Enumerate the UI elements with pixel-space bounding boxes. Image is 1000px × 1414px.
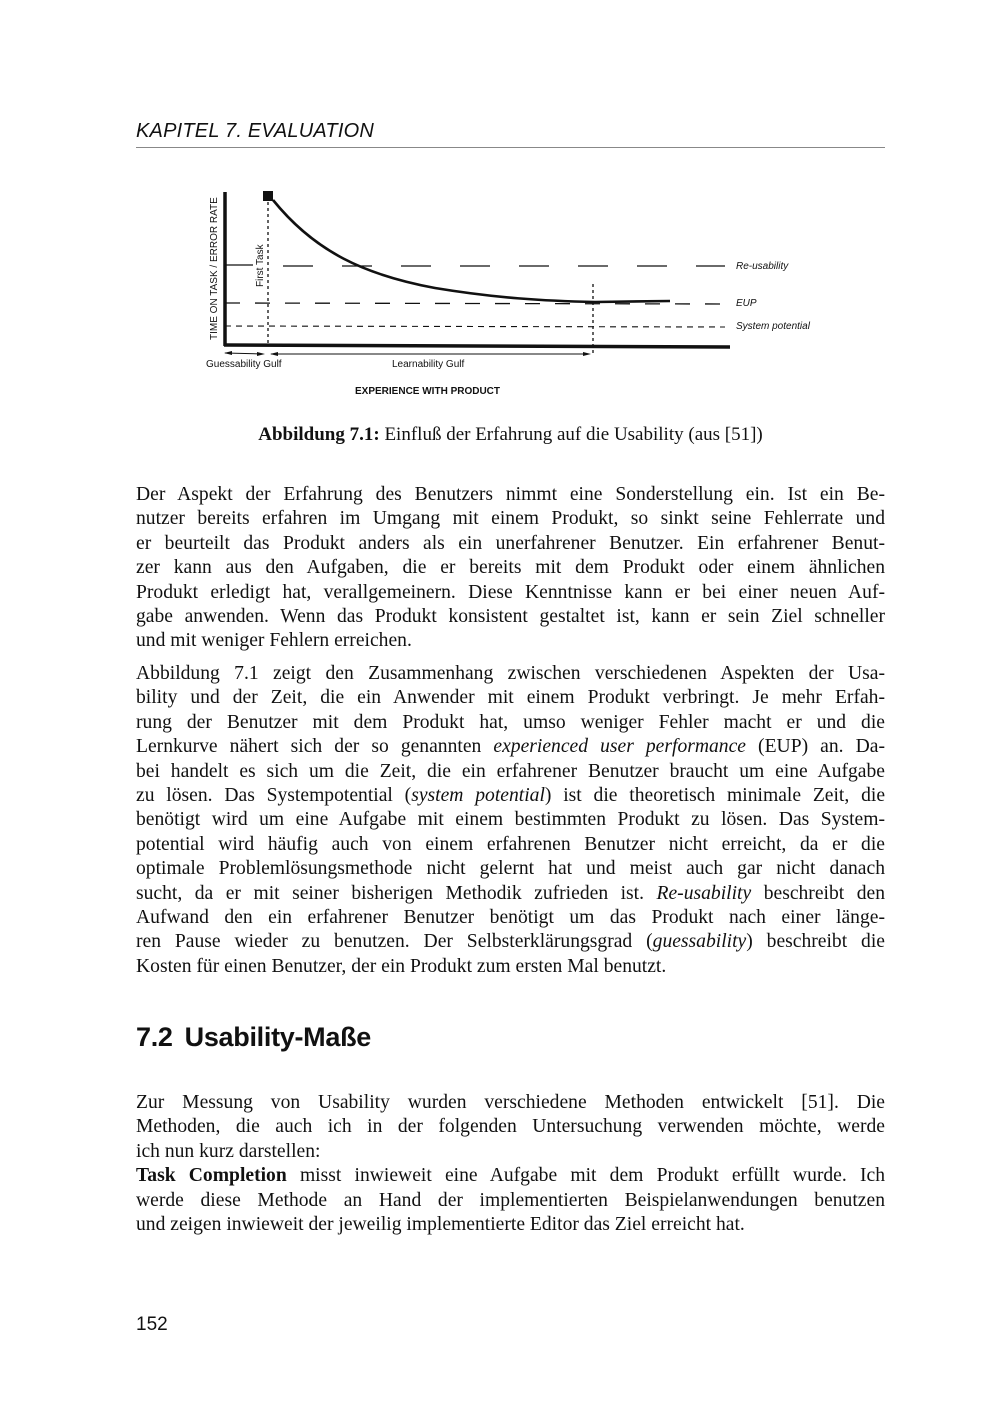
text-line: Kosten für einen Benutzer, der ein Produkt zum ersten Mal benutzt. [136,955,667,977]
guessability-gulf-label: Guessability Gulf [206,359,282,370]
figure-caption [136,424,885,446]
first-task-marker [263,191,273,201]
paragraph-usability-measures [136,1091,885,1237]
running-head: KAPITEL 7. EVALUATION [136,120,885,148]
eup-dashed [225,303,725,304]
text-line: benötigt wird um eine Aufgabe mit einem bestimmten Produkt zu lösen. Das System- [136,809,885,831]
text-line: er beurteilt das Produkt anders als ein unerfahrener Benutzer. Ein erfahrener Benut- [136,532,885,554]
section-title: Usability-Maße [184,1022,371,1052]
text-run: sucht, da er mit seiner bisherigen Methodik zufrieden ist. [136,882,657,904]
text-line: ich nun kurz darstellen: [136,1140,321,1162]
learnability-gulf-label: Learnability Gulf [392,359,465,370]
text-run: (EUP) an. Da- [746,736,885,758]
learnability-gulf-arrow [270,352,591,356]
text-line [136,784,885,808]
caption-text: Einfluß der Erfahrung auf die Usability (aus [51]) [379,424,763,445]
section-number: 7.2 [136,1022,173,1052]
text-line: bility und der Zeit, die ein Anwender mit einem Produkt verbringt. Je mehr Erfah- [136,687,885,709]
text-line: potential wird häufig auch von einem erfahrenen Benutzer nicht erreicht, da er die [136,833,885,855]
text-line [136,1164,885,1188]
eup-label: EUP [736,298,757,309]
term-guessability: guessability [652,931,747,953]
text-line: optimale Problemlösungsmethode nicht gelernt hat und meist auch gar nicht danach [136,858,885,880]
text-line: gabe anwenden. Wenn das Produkt konsistent gestaltet ist, kann er sein Ziel schneller [136,606,885,628]
text-line: Produkt erledigt hat, verallgemeinern. Diese Kenntnisse kann er bei einer neuen Auf- [136,581,885,603]
text-line [136,882,885,906]
system-potential-dashed [225,326,725,327]
page-number: 152 [136,1314,168,1335]
first-task-label: First Task [255,244,266,287]
text-line: Methoden, die auch ich in der folgenden Untersuchung verwenden möchte, werde [136,1116,885,1138]
text-run: zu lösen. Das Systempotential ( [136,785,412,807]
text-run: beschreibt den [751,882,885,904]
system-potential-label: System potential [736,321,810,332]
guessability-gulf-arrow [224,351,265,356]
text-line [136,930,885,954]
text-line: und zeigen inwieweit der jeweilig implementierte Editor das Ziel erreicht hat. [136,1214,745,1236]
text-line: Abbildung 7.1 zeigt den Zusammenhang zwischen verschiedenen Aspekten der Usa- [136,663,885,684]
text-line: zer kann aus den Aufgaben, die er bereits mit dem Produkt oder einem ähnlichen [136,557,885,579]
text-run: ) ist die theoretisch minimale Zeit, die [544,785,886,807]
x-axis [224,345,730,347]
text-line: Aufwand den ein erfahrener Benutzer benötigt um das Produkt nach einer länge- [136,907,885,929]
text-line: Der Aspekt der Erfahrung des Benutzers nimmt eine Sonderstellung ein. Ist ein Be- [136,484,885,505]
text-line: nutzer bereits erfahren im Umgang mit einem Produkt, so sinkt seine Fehlerrate und [136,508,885,530]
text-line: Zur Messung von Usability wurden verschiedene Methoden entwickelt [51]. Die [136,1092,885,1113]
text-line [136,735,885,759]
text-line: bei handelt es sich um die Zeit, die ein erfahrener Benutzer braucht um eine Aufgabe [136,760,885,782]
text-line: werde diese Methode an Hand der implementierten Beispielanwendungen benutzen [136,1189,885,1211]
text-run: misst inwieweit eine Aufgabe mit dem Produkt erfüllt wurde. Ich [286,1165,885,1187]
paragraph-experience [136,483,885,654]
term-reusability: Re-usability [656,882,752,904]
x-axis-label: EXPERIENCE WITH PRODUCT [355,386,501,397]
text-line: rung der Benutzer mit dem Produkt hat, umso weniger Fehler macht er und die [136,711,885,733]
text-run: Lernkurve nähert sich der so genannten [136,736,494,758]
text-run: ren Pause wieder zu benutzen. Der Selbsterklärungsgrad ( [136,931,653,953]
term-system-potential: system potential [411,785,545,807]
y-axis-label: TIME ON TASK / ERROR RATE [209,197,220,340]
reusability-label: Re-usability [736,261,789,272]
term-eup: experienced user performance [493,736,746,758]
learning-curve [273,200,670,302]
section-heading [136,1022,371,1053]
caption-label: Abbildung 7.1: [258,424,380,445]
text-run: ) beschreibt die [746,931,885,953]
paragraph-figure-explanation [136,662,885,979]
term-task-completion: Task Completion [136,1165,287,1187]
figure-learning-curve [195,180,835,410]
text-line: und mit weniger Fehlern erreichen. [136,630,412,652]
